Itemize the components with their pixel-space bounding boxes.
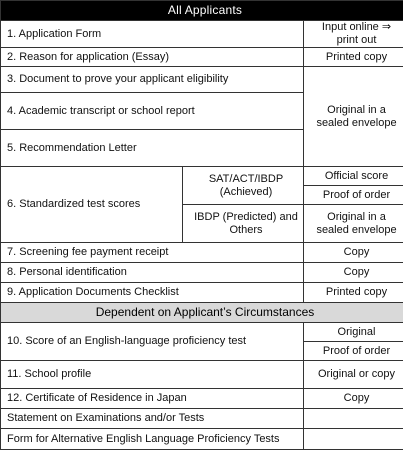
header-all-applicants: All Applicants — [1, 1, 403, 21]
requirement-cell: Original in a sealed envelope — [304, 205, 403, 243]
row-label: 4. Academic transcript or school report — [1, 93, 304, 130]
requirement-cell: Copy — [304, 243, 403, 263]
requirement-cell: Copy — [304, 263, 403, 283]
requirement-cell: Input online ⇒ print out — [304, 21, 403, 48]
requirement-cell: Printed copy — [304, 48, 403, 67]
row-label: 12. Certificate of Residence in Japan — [1, 389, 304, 409]
table-row — [1, 67, 403, 93]
table-header-row — [1, 1, 403, 21]
requirement-cell: Printed copy — [304, 283, 403, 303]
sub-label: SAT/ACT/IBDP (Achieved) — [183, 167, 304, 205]
row-label: 2. Reason for application (Essay) — [1, 48, 304, 67]
requirement-cell: Original or copy — [304, 361, 403, 389]
table-row — [1, 389, 403, 409]
row-label: 10. Score of an English-language proficiency test — [1, 323, 304, 361]
row-label: Form for Alternative English Language Proficiency Tests — [1, 429, 304, 450]
table-row — [1, 429, 403, 450]
table-row — [1, 323, 403, 342]
row-label: 7. Screening fee payment receipt — [1, 243, 304, 263]
table-row — [1, 21, 403, 48]
table-row — [1, 409, 403, 429]
table-row — [1, 283, 403, 303]
section-header-row — [1, 303, 403, 323]
row-label: Statement on Examinations and/or Tests — [1, 409, 304, 429]
row-label: 3. Document to prove your applicant eligibility — [1, 67, 304, 93]
table-row — [1, 361, 403, 389]
row-label: 9. Application Documents Checklist — [1, 283, 304, 303]
requirement-cell: Proof of order — [304, 342, 403, 361]
requirement-cell — [304, 409, 403, 429]
requirement-cell: Official score — [304, 167, 403, 186]
row-label: 11. School profile — [1, 361, 304, 389]
sub-label: IBDP (Predicted) and Others — [183, 205, 304, 243]
row-label: 1. Application Form — [1, 21, 304, 48]
table-row — [1, 263, 403, 283]
row-label: 6. Standardized test scores — [1, 167, 183, 243]
table-row — [1, 167, 403, 186]
table-row — [1, 243, 403, 263]
header-dependent-circumstances: Dependent on Applicant’s Circumstances — [1, 303, 403, 323]
requirement-cell — [304, 429, 403, 450]
table-row — [1, 48, 403, 67]
row-label: 8. Personal identification — [1, 263, 304, 283]
row-label: 5. Recommendation Letter — [1, 130, 304, 167]
requirement-cell: Proof of order — [304, 186, 403, 205]
requirement-cell: Original in a sealed envelope — [304, 67, 403, 167]
requirement-cell: Copy — [304, 389, 403, 409]
requirement-cell: Original — [304, 323, 403, 342]
